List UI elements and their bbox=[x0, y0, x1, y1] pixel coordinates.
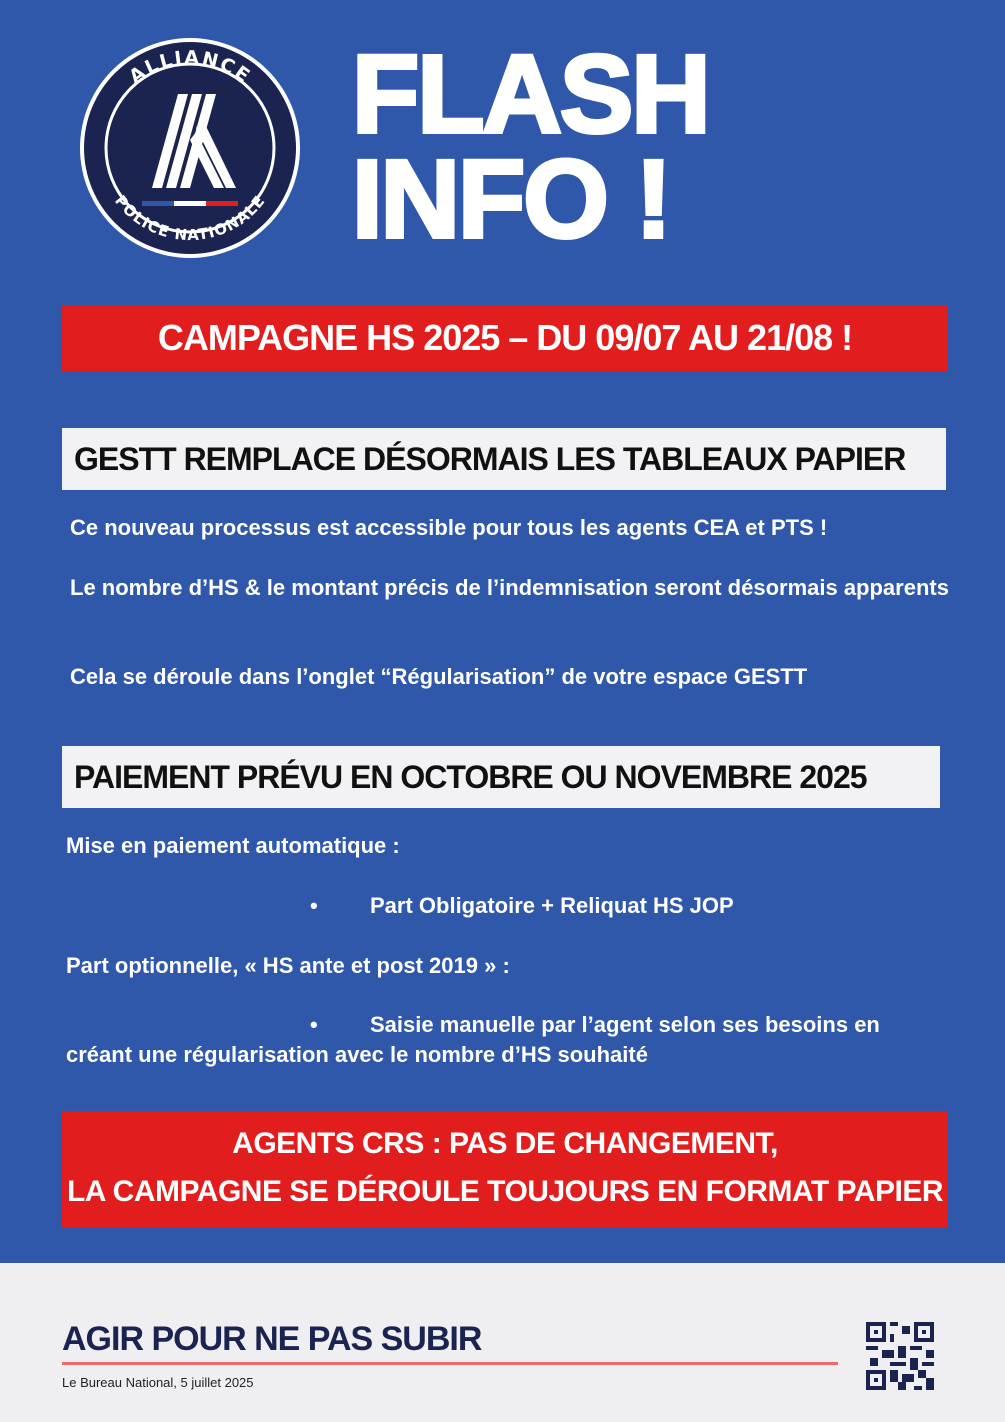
flash-title-line1: FLASH bbox=[352, 33, 709, 156]
bullet-optional-line2: créant une régularisation avec le nombre d’HS souhaité bbox=[66, 1042, 648, 1067]
footer-signature-text: Le Bureau National, 5 juillet 2025 bbox=[62, 1375, 254, 1390]
bullet-optional-line1: Saisie manuelle par l’agent selon ses besoins en bbox=[370, 1012, 880, 1037]
crs-banner bbox=[62, 1111, 948, 1228]
payment-intro-automatic: Mise en paiement automatique : bbox=[66, 833, 400, 858]
section1-heading: GESTT REMPLACE DÉSORMAIS LES TABLEAUX PAPIER bbox=[74, 441, 906, 477]
campaign-banner-text: CAMPAGNE HS 2025 – DU 09/07 AU 21/08 ! bbox=[157, 317, 853, 358]
bullet-symbol: • bbox=[310, 893, 318, 918]
footer-signature bbox=[62, 1374, 254, 1392]
section1-paragraph: Ce nouveau processus est accessible pour tous les agents CEA et PTS ! bbox=[70, 515, 828, 540]
crs-banner-line1: AGENTS CRS : PAS DE CHANGEMENT, bbox=[232, 1127, 778, 1160]
flash-title-line2: INFO ! bbox=[352, 138, 670, 261]
section1-paragraph: Cela se déroule dans l’onglet “Régularisation” de votre espace GESTT bbox=[70, 664, 808, 689]
section1-paragraph: Le nombre d’HS & le montant précis de l’indemnisation seront désormais apparents bbox=[70, 575, 949, 600]
section2-heading-bar bbox=[62, 746, 940, 808]
campaign-banner bbox=[62, 305, 948, 371]
svg-text:POLICE NATIONALE: POLICE NATIONALE bbox=[111, 191, 269, 245]
section2-heading: PAIEMENT PRÉVU EN OCTOBRE OU NOVEMBRE 2025 bbox=[74, 759, 867, 795]
footer-slogan bbox=[62, 1318, 481, 1360]
footer-slogan-text: AGIR POUR NE PAS SUBIR bbox=[62, 1320, 482, 1358]
bullet-symbol: • bbox=[310, 1012, 318, 1037]
section1-heading-bar bbox=[62, 428, 946, 490]
alliance-logo bbox=[78, 36, 302, 260]
crs-banner-line2: LA CAMPAGNE SE DÉROULE TOUJOURS EN FORMAT PAPIER bbox=[66, 1175, 944, 1208]
qr-code-icon[interactable] bbox=[866, 1322, 934, 1390]
payment-intro-optional: Part optionnelle, « HS ante et post 2019 » : bbox=[66, 953, 510, 978]
svg-text:ALLIANCE: ALLIANCE bbox=[125, 46, 256, 89]
bullet-automatic: Part Obligatoire + Reliquat HS JOP bbox=[370, 893, 734, 918]
footer-divider bbox=[62, 1362, 838, 1365]
